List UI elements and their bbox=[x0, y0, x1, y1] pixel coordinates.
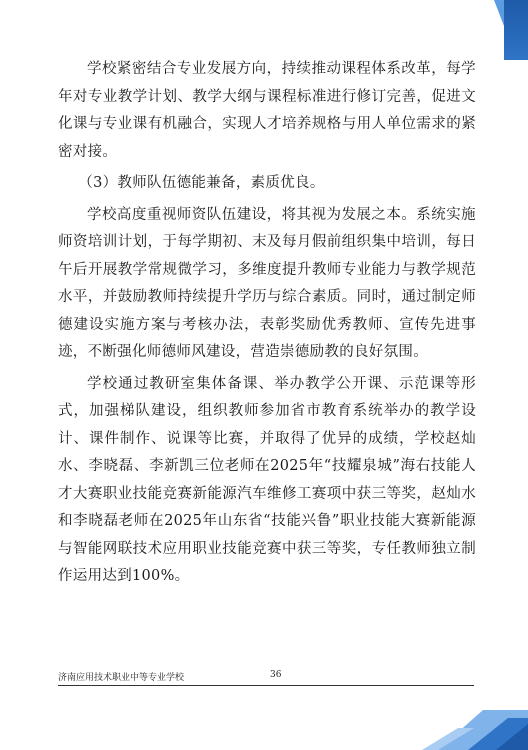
paragraph-teacher-development: 学校高度重视师资队伍建设，将其视为发展之本。系统实施师资培训计划，于每学期初、末及每月假前组织集中培训，每日午后开展教学常规微学习，多维度提升教师专业能力与教学规范水平，并鼓励教师持续提升学历与综合素质。同时，通过制定师德建设实施方案与考核办法，表彰奖励优秀教师、宣传先进事迹，不断强化师德师风建设，营造崇德励教的良好氛围。 bbox=[58, 206, 476, 360]
paragraph-curriculum-reform: 学校紧密结合专业发展方向，持续推动课程体系改革，每学年对专业教学计划、教学大纲与课程标准进行修订完善，促进文化课与专业课有机融合，实现人才培养规格与用人单位需求的紧密对接。 bbox=[58, 61, 476, 160]
document-body bbox=[58, 56, 476, 591]
section-heading-teachers: （3）教师队伍德能兼备，素质优良。 bbox=[78, 175, 325, 191]
blue-corner-shapes bbox=[408, 690, 528, 750]
paragraph-teaching-research: 学校通过教研室集体备课、举办教学公开课、示范课等形式，加强梯队建设，组织教师参加省市教育系统举办的教学设计、课件制作、说课等比赛，并取得了优异的成绩，学校赵灿水、李晓磊、李新凯三位老师在2025年“技耀泉城”海右技能人才大赛职业技能竞赛新能源汽车维修工赛项中获三等奖，赵灿水和李晓磊老师在2025年山东省“技能兴鲁”职业技能大赛新能源与智能网联技术应用职业技能竞赛中获三等奖，专任教师独立制作运用达到100%。 bbox=[58, 375, 476, 584]
footer-divider bbox=[58, 685, 474, 686]
top-right-corner-decoration bbox=[504, 0, 528, 60]
footer-school-name: 济南应用技术职业中等专业学校 bbox=[58, 673, 185, 683]
footer-page-number: 36 bbox=[270, 670, 282, 680]
bottom-right-decoration bbox=[408, 690, 528, 750]
